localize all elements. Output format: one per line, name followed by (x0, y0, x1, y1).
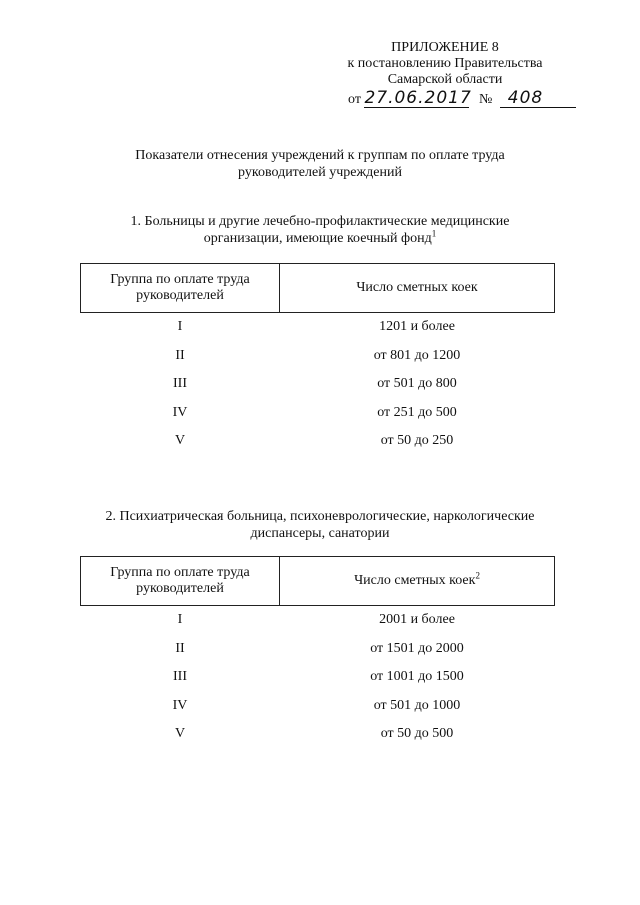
value-cell: от 251 до 500 (377, 404, 457, 420)
appendix-line-2: Самарской области (387, 72, 503, 87)
appendix-line-1: к постановлению Правительства (347, 56, 543, 71)
header-value-text: Число сметных коек (356, 280, 478, 295)
table-row (81, 427, 555, 456)
group-cell: IV (172, 697, 188, 713)
table-row (81, 342, 555, 371)
handwritten-number: 408 (500, 90, 576, 108)
group-cell: II (175, 347, 185, 363)
section-1-title-line-2 (70, 230, 570, 247)
section-2-title-line-2 (70, 525, 570, 542)
section-1-title (70, 213, 570, 247)
section-1-title-text: организации, имеющие коечный фонд (203, 231, 432, 246)
group-cell: IV (172, 404, 188, 420)
header-group: Группа по оплате труда руководителей (81, 557, 280, 606)
header-group: Группа по оплате труда руководителей (81, 264, 280, 313)
value-cell: 2001 и более (379, 612, 455, 628)
table-row (81, 692, 555, 721)
group-cell: I (177, 612, 183, 628)
section-1-table (80, 263, 555, 456)
handwritten-date: 27.06.2017 (364, 88, 472, 108)
header-value (280, 557, 555, 606)
table-row (81, 720, 555, 749)
value-cell: от 50 до 500 (380, 726, 454, 742)
table-row (81, 313, 555, 342)
appendix-date-number-line (300, 90, 590, 110)
header-value (280, 264, 555, 313)
section-2-title (70, 508, 570, 542)
appendix-header (300, 40, 590, 110)
appendix-title: ПРИЛОЖЕНИЕ 8 (391, 40, 499, 55)
from-label: от (348, 92, 361, 107)
table-header-row (81, 557, 555, 606)
group-cell: II (175, 640, 185, 656)
section-2-title-text: диспансеры, санатории (250, 526, 390, 541)
table-row (81, 663, 555, 692)
section-2-table (80, 556, 555, 749)
document-title (80, 147, 560, 181)
table-header-row (81, 264, 555, 313)
table-row (81, 370, 555, 399)
table-row (81, 635, 555, 664)
value-cell: от 1501 до 2000 (370, 640, 464, 656)
value-cell: от 501 до 800 (377, 376, 457, 392)
value-cell: 1201 и более (379, 319, 455, 335)
group-cell: I (177, 319, 183, 335)
header-value-text: Число сметных коек (354, 573, 476, 588)
value-cell: от 801 до 1200 (373, 347, 461, 363)
number-label: № (478, 92, 493, 107)
footnote-marker: 1 (431, 228, 437, 239)
table-row (81, 606, 555, 635)
value-cell: от 501 до 1000 (373, 697, 461, 713)
section-2-title-line-1: 2. Психиатрическая больница, психоневрологические, наркологические (105, 509, 535, 524)
document-title-line-2: руководителей учреждений (238, 165, 402, 180)
group-cell: V (174, 726, 186, 742)
group-cell: III (173, 669, 187, 685)
section-1-title-line-1: 1. Больницы и другие лечебно-профилактические медицинские (130, 214, 510, 229)
value-cell: от 50 до 250 (380, 433, 454, 449)
table-row (81, 399, 555, 428)
document-title-line-1: Показатели отнесения учреждений к группам по оплате труда (135, 148, 505, 163)
group-cell: III (173, 376, 187, 392)
group-cell: V (174, 433, 186, 449)
footnote-marker: 2 (475, 570, 480, 581)
value-cell: от 1001 до 1500 (370, 669, 464, 685)
